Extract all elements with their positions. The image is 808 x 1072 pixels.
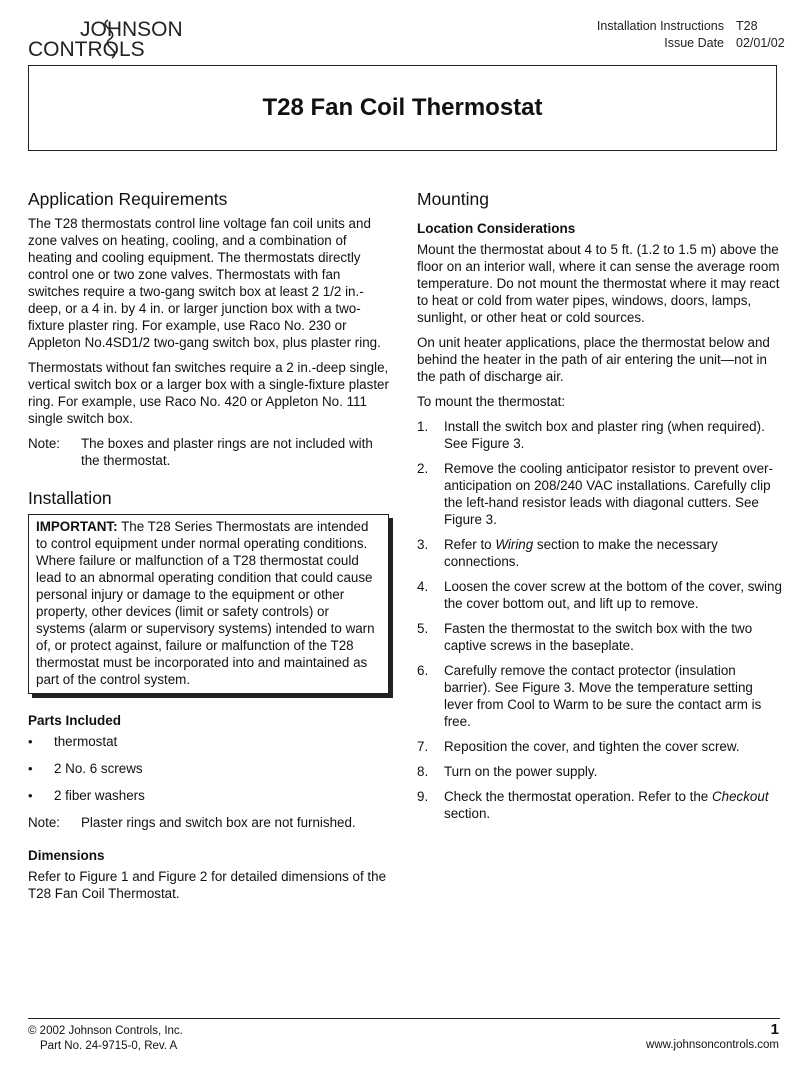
- header-meta: [596, 18, 785, 52]
- application-requirements-paragraph-2: Thermostats without fan switches require a 2 in.-deep single, vertical switch box or a larger box with a single-fixture plaster ring. For example, use Raco No. 420 or Appleton No. 111 single switch box.: [28, 360, 389, 426]
- bullet-icon: •: [28, 788, 33, 803]
- doc-type-label: Installation Instructions: [596, 19, 724, 33]
- important-notice: [28, 514, 389, 694]
- part-name: 2 fiber washers: [54, 788, 145, 803]
- note-text: The boxes and plaster rings are not included with the thermostat.: [81, 436, 373, 468]
- page-number: 1: [770, 1021, 779, 1038]
- johnson-controls-logo: [28, 16, 198, 60]
- page-title: T28 Fan Coil Thermostat: [262, 94, 543, 121]
- list-item: [417, 460, 785, 528]
- step-number: 8.: [417, 764, 429, 779]
- location-paragraph-1: Mount the thermostat about 4 to 5 ft. (1.2 to 1.5 m) above the floor on an interior wall, where it can sense the average room temperature. Do not mount the thermostat where it may react to heat or cold from water pipes, windows, doors, lamps, sunlight, or other heat or cold sources.: [417, 242, 780, 325]
- location-considerations-heading: Location Considerations: [417, 221, 576, 236]
- issue-date-value: 02/01/02: [736, 36, 785, 50]
- step-number: 9.: [417, 789, 429, 804]
- list-item: [28, 787, 390, 804]
- part-name: thermostat: [54, 734, 118, 749]
- step-number: 3.: [417, 537, 429, 552]
- note-text: Plaster rings and switch box are not furnished.: [81, 815, 356, 830]
- application-requirements-paragraph-1: The T28 thermostats control line voltage fan coil units and zone valves on heating, cooling, and a combination of heating and cooling equipment. The thermostats directly control one or two zone valves. Thermostats with fan switches require a two-gang switch box at least 2 1/2 in.-deep, or a 4 in. by 4 in. or larger junction box with a two-fixture plaster ring. For example, use Raco No. 230 or Appleton No.4SD1/2 two-gang switch box, plus plaster ring.: [28, 216, 381, 350]
- step-text: Remove the cooling anticipator resistor to prevent over-anticipation on 208/240 VAC installations. Carefully clip the left-hand resistor leads with diagonal cutters. See Figure 3.: [444, 461, 773, 527]
- footer-right: [646, 1021, 779, 1053]
- left-column: [28, 188, 390, 910]
- copyright-text: © 2002 Johnson Controls, Inc.: [28, 1025, 183, 1037]
- list-item: [417, 536, 785, 570]
- footer-left: [28, 1024, 183, 1054]
- list-item: [417, 738, 785, 755]
- important-text: The T28 Series Thermostats are intended to control equipment under normal operating conditions. Where failure or malfunction of a T28 thermostat could lead to an abnormal operating condition that could cause personal injury or damage to the equipment or other property, other devices (limit or safety controls) or systems (alarm or supervisory systems) intended to warn of, or protect against, failure or malfunction of the T28 thermostat must be incorporated into and maintained as part of the control system.: [36, 519, 375, 687]
- to-mount-intro: To mount the thermostat:: [417, 394, 566, 409]
- note-label: Note:: [28, 815, 61, 830]
- step-text: Install the switch box and plaster ring (when required). See Figure 3.: [444, 419, 765, 451]
- list-item: [417, 620, 785, 654]
- note-plaster-rings: [28, 814, 390, 831]
- list-item: [28, 733, 390, 750]
- important-label: IMPORTANT:: [36, 519, 118, 534]
- application-requirements-heading: Application Requirements: [28, 189, 228, 209]
- step-number: 7.: [417, 739, 429, 754]
- bullet-icon: •: [28, 734, 33, 749]
- issue-date-label: Issue Date: [664, 36, 724, 50]
- note-boxes: [28, 435, 390, 469]
- list-item: [417, 578, 785, 612]
- logo-text-bottom: CONTROLS: [28, 38, 145, 60]
- list-item: [417, 418, 785, 452]
- installation-heading: Installation: [28, 488, 112, 508]
- note-label: Note:: [28, 436, 61, 451]
- step-text: Fasten the thermostat to the switch box with the two captive screws in the baseplate.: [444, 621, 753, 653]
- step-number: 6.: [417, 663, 429, 678]
- list-item: [417, 662, 785, 730]
- part-number-text: Part No. 24-9715-0, Rev. A: [40, 1040, 178, 1052]
- list-item: [417, 763, 785, 780]
- step-number: 5.: [417, 621, 429, 636]
- step-text: Loosen the cover screw at the bottom of the cover, swing the cover bottom out, and lift up to remove.: [444, 579, 782, 611]
- list-item: [28, 760, 390, 777]
- step-text: Check the thermostat operation. Refer to the Checkout section.: [444, 789, 769, 821]
- location-paragraph-2: On unit heater applications, place the thermostat below and behind the heater in the path of air entering the unit—not in the path of discharge air.: [417, 335, 770, 384]
- step-text: Carefully remove the contact protector (insulation barrier). See Figure 3. Move the temperature setting lever from Cool to Warm to be sure the contact arm is free.: [444, 663, 762, 729]
- step-number: 4.: [417, 579, 429, 594]
- mounting-steps: [417, 418, 785, 822]
- wiring-reference: Wiring: [495, 537, 534, 552]
- list-item: [417, 788, 785, 822]
- dimensions-text: Refer to Figure 1 and Figure 2 for detailed dimensions of the T28 Fan Coil Thermostat.: [28, 869, 387, 901]
- footer-divider: [28, 1018, 780, 1019]
- step-text: Reposition the cover, and tighten the cover screw.: [444, 739, 740, 754]
- title-box: [28, 65, 777, 151]
- step-text: Refer to Wiring section to make the necessary connections.: [444, 537, 718, 569]
- website-link[interactable]: www.johnsoncontrols.com: [646, 1039, 779, 1051]
- checkout-reference: Checkout: [711, 789, 769, 804]
- parts-included-heading: Parts Included: [28, 713, 122, 728]
- step-number: 2.: [417, 461, 429, 476]
- right-column: [417, 188, 785, 830]
- doc-type-value: T28: [736, 19, 758, 33]
- logo-text-top: JOHNSON: [80, 18, 183, 41]
- step-number: 1.: [417, 419, 429, 434]
- bullet-icon: •: [28, 761, 33, 776]
- part-name: 2 No. 6 screws: [54, 761, 143, 776]
- mounting-heading: Mounting: [417, 189, 489, 209]
- step-text: Turn on the power supply.: [444, 764, 598, 779]
- parts-list: [28, 733, 390, 804]
- dimensions-heading: Dimensions: [28, 848, 105, 863]
